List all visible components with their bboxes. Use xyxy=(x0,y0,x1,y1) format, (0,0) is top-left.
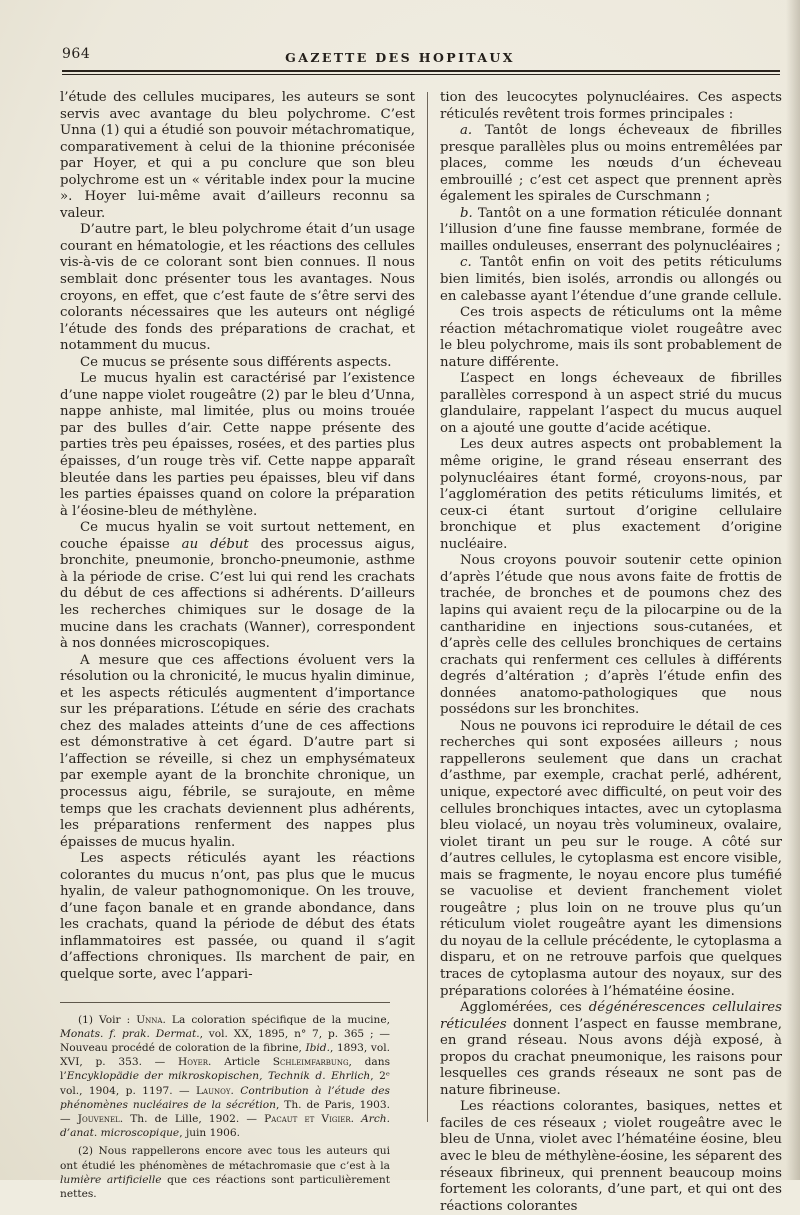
header-rule-thin xyxy=(62,74,780,75)
right-paragraph-8: Nous croyons pouvoir soutenir cette opinion d’après l’étude que nous avons faite de frottis de trachée, de bronches et de poumons chez des lapins qui avaient reçu de la pilocarpine ou de la cantharidine en injections sous-cutanées, et d’après celle des cellules bronchiques de certains crachats qui renferment ces cellules à différents degrés d’altération ; d’après l’étude enfin des données anatomo-pathologiques que nous possédons sur les bronchites. xyxy=(440,553,782,718)
running-title: GAZETTE DES HOPITAUX xyxy=(285,50,515,65)
fn1-t19: . Th. de Lille, 1902. — xyxy=(119,1112,265,1125)
fn1-author-hoyer: Hoyer xyxy=(178,1056,208,1069)
right-paragraph-10-text-b: donnent l’aspect en fausse membrane, en grand réseau. Nous avons déjà exposé, à propos du crachat pneumonique, les raisons pour lesquelles ces grands réseaux ne sont pas de nature fibrineuse. xyxy=(440,1016,782,1098)
list-label-a: a. xyxy=(460,123,473,139)
right-paragraph-5: Ces trois aspects de réticulums ont la même réaction métachromatique violet rougeâtre avec le bleu polychrome, mais ils sont probablement de nature différente. xyxy=(440,305,782,370)
fn2-emphasis: lumière artificielle xyxy=(60,1173,162,1186)
fn1-t11: , dans l’ xyxy=(60,1056,391,1083)
right-paragraph-c xyxy=(440,255,782,305)
left-paragraph-7: Les aspects réticulés ayant les réactions colorantes du mucus n’ont, pas plus que le mucus hyalin, de valeur pathognomonique. On les trouve, d’une façon banale et en grande abondance, dans les crachats, quand la période de début des états inflammatoires est passée, ou quand il s’agit d’affections chroniques. Ils marchent de pair, en quelque sorte, avec l’appari- xyxy=(60,851,415,982)
fn1-thesis-title: Contribution à l’étude des phénomènes nucléaires de la sécrétion xyxy=(60,1084,390,1111)
right-paragraph-10-emphasis: dégénérescences cellulaires réticulées xyxy=(440,1000,782,1032)
fn1-t21: . xyxy=(350,1112,362,1125)
fn1-author-unna: Unna xyxy=(136,1013,163,1026)
fn1-t9: . Article xyxy=(208,1056,273,1069)
list-text-c: Tantôt enfin on voit des petits réticulums bien limités, bien isolés, arrondis ou allongés ou en calebasse ayant l’étendue d’une grande cellule. xyxy=(440,255,782,304)
left-paragraph-3: Ce mucus se présente sous différents aspects. xyxy=(80,354,392,370)
fn1-author-jouvenel: Jouvenel xyxy=(77,1112,120,1125)
fn1-article-title: Schleimfarbung xyxy=(272,1056,349,1069)
column-divider xyxy=(427,92,428,1122)
right-paragraph-10 xyxy=(440,1000,782,1099)
right-paragraph-11: Les réactions colorantes, basiques, nettes et faciles de ces réseaux ; violet rougeâtre avec le bleu de Unna, violet avec l’hématéine éosine, bleu avec le bleu de méthylène-éosine, les séparent des réseaux fibrineux, qui prennent beaucoup moins fortement les colorants, d’une part, et qui ont des réactions colorantes xyxy=(440,1099,783,1214)
fn1-journal-1: Monats. f. prak. Dermat. xyxy=(60,1027,200,1040)
right-paragraph-a xyxy=(440,123,782,206)
fn1-t15: . xyxy=(230,1084,241,1097)
fn1-t13: , 2ᵉ vol., 1904, p. 1197. — xyxy=(60,1070,391,1097)
fn1-encyclopedia: Encyklopädie der mikroskopischen, Technik d. Ehrlich xyxy=(66,1070,371,1083)
footnote-2 xyxy=(60,1144,390,1201)
left-paragraph-5 xyxy=(60,520,415,652)
right-paragraph-9: Nous ne pouvons ici reproduire le détail de ces recherches qui sont exposées ailleurs ; nous rappellerons seulement que dans un crachat d’asthme, par exemple, crachat perlé, adhérent, unique, expectoré avec difficulté, on peut voir des cellules bronchiques intactes, avec un cytoplasma bleu violacé, un noyau très volumineux, ovalaire, violet tirant un peu sur le rouge. A côté sur d’autres cellules, le cytoplasma est encore visible, mais se fragmente, le noyau encore plus tuméfié se vacuolise et devient franchement violet rougeâtre ; plus loin on ne trouve plus qu’un réticulum violet rougeâtre ayant les dimensions du noyau de la cellule précédente, le cytoplasma a disparu, et on ne retrouve parfois que quelques traces de cytoplasma autour des noyaux, sur des préparations colorées à l’hématéine éosine. xyxy=(440,718,782,999)
left-paragraph-1: l’étude des cellules mucipares, les auteurs se sont servis avec avantage du bleu polychrome. C’est Unna (1) qui a étudié son pouvoir métachromatique, comparativement à celui de la thionine préconisée par Hoyer, et qui a pu conclure que son bleu polychrome est un « véritable index pour la mucine ». Hoyer lui-même avait d’ailleurs reconnu sa valeur. xyxy=(60,90,415,221)
left-paragraph-5-text-b: des processus aigus, bronchite, pneumonie, broncho-pneumonie, asthme à la période de crise. C’est lui qui rend les crachats du début de ces affections si adhérents. D’ailleurs les recherches chimiques sur le dosage de la mucine dans les crachats (Wanner), correspondent à nos données microscopiques. xyxy=(60,536,415,652)
page-edge-shadow xyxy=(786,0,800,1180)
page-number: 964 xyxy=(62,46,91,62)
fn1-t17: , Th. de Paris, 1903. — xyxy=(60,1098,390,1125)
list-text-a: Tantôt de longs écheveaux de fibrilles presque parallèles plus ou moins entremêlées par places, comme les nœuds d’un écheveau embrouillé ; c’est cet aspect que prennent après également les spirales de Curschmann ; xyxy=(440,123,782,205)
right-paragraph-1: tion des leucocytes polynucléaires. Ces aspects réticulés revêtent trois formes principales : xyxy=(440,90,782,122)
right-paragraph-7: Les deux autres aspects ont probablement la même origine, le grand réseau enserrant des polynucléaires étant formé, croyons-nous, par l’agglomération des petits réticulums limités, et ceux-ci étant surtout d’origine cellulaire bronchique et plus exactement d’origine nucléaire. xyxy=(440,437,782,552)
left-paragraph-6: A mesure que ces affections évoluent vers la résolution ou la chronicité, le mucus hyalin diminue, et les aspects réticulés augmentent d’importance sur les préparations. L’étude en série des crachats chez des malades atteints d’une de ces affections est démonstrative à cet égard. D’autre part si l’affection se réveille, si chez un emphysémateux par exemple ayant de la bronchite chronique, un processus aigu, fébrile, se surajoute, en même temps que les crachats deviennent plus adhérents, les préparations renferment des nappes plus épaisses de mucus hyalin. xyxy=(60,652,415,850)
right-column xyxy=(440,90,782,1215)
left-paragraph-4: Le mucus hyalin est caractérisé par l’existence d’une nappe violet rougeâtre (2) par le bleu d’Unna, nappe anhiste, mal limitée, plus ou moins trouée par des bulles d’air. Cette nappe présente des parties très peu épaisses, rosées, et des parties plus épaisses, d’un rouge très vif. Cette nappe apparaît bleutée dans les parties peu épaisses, bleu vif dans les parties épaisses quand on colore la préparation à l’éosine-bleu de méthylène. xyxy=(60,371,415,519)
right-paragraph-b xyxy=(440,206,782,256)
list-label-b: b. xyxy=(460,205,473,221)
fn1-authors-pacaut-vigier: Pacaut et Vigier xyxy=(264,1112,351,1125)
fn1-t7: , 1893, vol. XVI, p. 353. — xyxy=(60,1041,390,1069)
left-paragraph-5-emphasis: au début xyxy=(181,536,249,552)
footnote-1 xyxy=(60,1013,390,1141)
fn2-t1: (2) Nous rappellerons encore avec tous les auteurs qui ont étudié les phénomènes de métachromasie que c’est à la xyxy=(60,1145,390,1172)
footnotes xyxy=(60,1002,390,1202)
fn2-t3: que ces réactions sont particulièrement nettes. xyxy=(60,1173,390,1200)
list-text-b: Tantôt on a une formation réticulée donnant l’illusion d’une fine fausse membrane, formée de mailles onduleuses, enserrant des polynucléaires ; xyxy=(440,205,782,254)
left-paragraph-5-text-a: Ce mucus hyalin se voit surtout nettement, en couche épaisse xyxy=(60,520,415,552)
right-paragraph-10-text-a: Agglomérées, ces xyxy=(460,1000,589,1016)
fn1-t5: , vol. XX, 1895, n° 7, p. 365 ; — Nouveau procédé de coloration de la fibrine, xyxy=(60,1027,390,1054)
left-column xyxy=(60,90,415,1205)
list-label-c: c. xyxy=(460,255,472,271)
fn1-ibid: Ibid. xyxy=(305,1041,330,1054)
fn1-t1: (1) Voir : xyxy=(78,1013,137,1026)
right-paragraph-6: L’aspect en longs écheveaux de fibrilles parallèles correspond à un aspect strié du mucus glandulaire, rappelant l’aspect du mucus auquel on a ajouté une goutte d’acide acétique. xyxy=(440,371,782,436)
fn1-t3: . La coloration spécifique de la mucine, xyxy=(162,1013,390,1026)
header-rule-thick xyxy=(62,70,780,72)
fn1-archive-title: Arch. d’anat. microscopique xyxy=(60,1112,390,1140)
left-paragraph-2: D’autre part, le bleu polychrome était d’un usage courant en hématologie, et les réactions des cellules vis-à-vis de ce colorant sont bien connues. Il nous semblait donc présenter tous les avantages. Nous croyons, en effet, que c’est faute de s’être servi des colorants nécessaires que les auteurs ont négligé l’étude des fonds des préparations de crachat, et notamment du mucus. xyxy=(60,222,415,354)
fn1-t23: , juin 1906. xyxy=(179,1127,240,1140)
fn1-author-launoy: Launoy xyxy=(196,1084,231,1097)
